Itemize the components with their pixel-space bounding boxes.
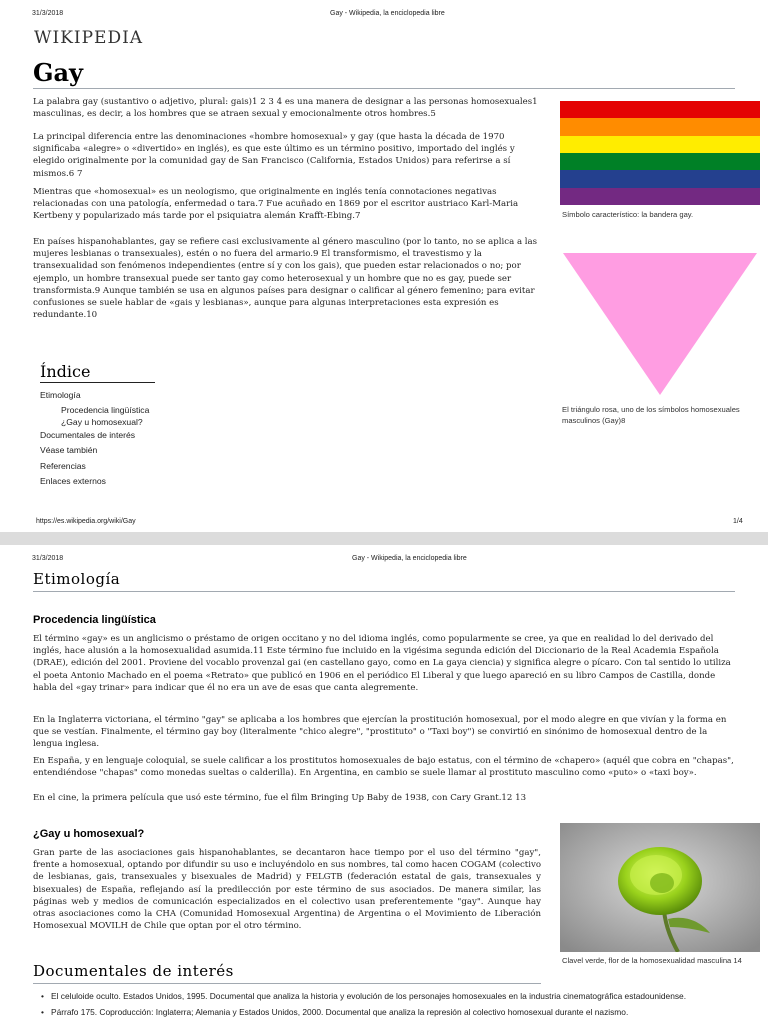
toc-item-etimologia[interactable]: Etimología [40,390,81,400]
section-heading-etimologia: Etimología [33,570,121,588]
toc-title: Índice [40,362,91,381]
toc-item-vease[interactable]: Véase también [40,445,98,455]
pink-triangle-image[interactable] [560,250,760,400]
pdf-page-2 [0,545,768,1024]
toc-item-enlaces[interactable]: Enlaces externos [40,476,106,486]
gay-homosexual-paragraph: Gran parte de las asociaciones gais hispanohablantes, se decantaron hace tiempo por el uso del término "gay", frente a homosexual, optando por difundir su uso e incluyéndolo en sus nombres, tal como hacen COGAM (colectivo de lesbianas, gais, transexuales y bisexuales de Madrid) y FELGTB (federación estatal de gais, transexuales y bisexuales) de España, reflejando así la predilección por este término de sus asociados. De manera similar, las páginas web y medios de comunicación especializados en el colectivo usan preferentemente "gay". Aunque hay otras asociaciones como la CHA (Comunidad Homosexual Argentina) de Argentina o el Movimiento de Liberación Homosexual MOVILH de Chile que optan por el otro término. [33,848,541,932]
flag-stripe [560,101,760,118]
intro-paragraph-3: Mientras que «homosexual» es un neologismo, que originalmente en inglés tenía connotaciones negativas relacionadas con una patología, enfermedad o tara.7 Fue acuñado en 1869 por el escritor austriaco Karl-Maria Kertbeny y popularizado más tarde por el psiquiatra alemán Krafft-Ebing.7 [33,187,519,222]
etimologia-paragraph-2: En la Inglaterra victoriana, el término "gay" se aplicaba a los hombres que ejercían la prostitución homosexual, por el modo alegre en que vivían y la forma en que se vestían. Finalmente, el término gay boy (literalmente "chico alegre", "prostituto" o "Taxi boy") se convirtió en sinónimo de homosexual dentro de la lengua inglesa. [33,715,727,750]
flag-stripe [560,153,760,170]
flag-stripe [560,188,760,205]
flag-stripe [560,170,760,187]
section-heading-documentales: Documentales de interés [33,962,234,980]
intro-paragraph-1: La palabra gay (sustantivo o adjetivo, plural: gais)1 2 3 4 es una manera de designar a las personas homosexuales1 masculinas, es decir, a los hombres que se atraen sexual y emocionalmente otros hombres.5 [33,97,538,120]
header-date: 31/3/2018 [32,555,64,562]
etimologia-paragraph-1: El término «gay» es un anglicismo o préstamo de origen occitano y no del idioma inglés, como popularmente se cree, ya que en realidad lo del derivado del inglés, hace alusión a la homosexualidad asumida.11 Este término fue incluido en la vigésima segunda edición del Diccionario de la Real Academia Española (DRAE), edición del 2001. Proviene del vocablo provenzal gai (en castellano gayo, como en La gaya ciencia) y significa alegre o pícaro. Con tal sentido lo utiliza el poeta Antonio Machado en el poema «Retrato» que publicó en 1906 en el periódico El Liberal y que luego apareció en su libro Campos de Castilla, donde habla del «gay trinar» para indicar que él no era un ave de esas que canta alegremente. [33,634,731,693]
flag-stripe [560,136,760,153]
rainbow-flag-image[interactable] [560,101,760,205]
toc-item-gay-homosexual[interactable]: ¿Gay u homosexual? [61,416,143,427]
etimologia-paragraph-3: En España, y en lenguaje coloquial, se suele calificar a los prostitutos homosexuales de bajo estatus, con el término de «chapero» (aquél que cobra en "chapas", entendiéndose "chapas" como monedas sueltas o calderilla). En Argentina, en cambio se suele llamar al prostituto masculino como «puto» o «taxi boy». [33,756,734,779]
footer-page-number: 1/4 [733,518,743,525]
subsection-heading-procedencia: Procedencia lingüística [33,614,156,626]
toc-item-procedencia[interactable]: Procedencia lingüística [61,404,150,415]
section-divider [33,591,735,592]
subsection-heading-gay: ¿Gay u homosexual? [33,828,145,840]
carnation-center [650,873,674,893]
page-title: Gay [33,58,83,87]
header-title: Gay - Wikipedia, la enciclopedia libre [352,555,467,562]
title-divider [33,88,735,89]
documentales-list [40,991,740,1023]
green-carnation-image[interactable] [560,823,760,952]
flower-caption: Clavel verde, flor de la homosexualidad masculina 14 [562,956,742,965]
flag-stripe [560,118,760,135]
toc-item-referencias[interactable]: Referencias [40,460,86,471]
wikipedia-logo[interactable]: WIKIPEDIA [34,28,144,48]
toc-item-documentales[interactable]: Documentales de interés [40,429,136,440]
page-separator [0,532,768,545]
footer-url: https://es.wikipedia.org/wiki/Gay [36,518,136,525]
triangle-caption: El triángulo rosa, uno de los símbolos homosexuales masculinos (Gay)8 [562,405,740,425]
section-divider [33,983,541,984]
intro-paragraph-4: En países hispanohablantes, gay se refiere casi exclusivamente al género masculino (por lo tanto, no se aplica a las mujeres lesbianas o transexuales), estén o no fuera del armario.9 El transformismo, el travestismo y la transexualidad son fenómenos independientes (entre sí y con los gais), que pueden estar relacionados o no; por ejemplo, un hombre transexual puede ser tanto gay como heterosexual y un hombre que no es gay, puede ser transformista.9 Aunque también se usa en algunos países para designar o calificar al género femenino; para evitar confusiones se suele hablar de «gais y lesbianas», aunque para algunas interpretaciones esta expresión es redundante.10 [33,237,538,321]
intro-paragraph-2: La principal diferencia entre las denominaciones «hombre homosexual» y gay (que hasta la década de 1970 significaba «alegre» o «divertido» en inglés), es que este último es un término positivo, importado del inglés y elegido originalmente por la comunidad gay de San Francisco (California, Estados Unidos) para referirse a sí mismos.6 7 [33,132,515,179]
flag-caption: Símbolo característico: la bandera gay. [562,210,694,219]
header-date: 31/3/2018 [32,10,64,17]
etimologia-paragraph-4: En el cine, la primera película que usó este término, fue el film Bringing Up Baby de 1938, con Cary Grant.12 13 [33,793,527,803]
list-item: • Párrafo 175. Coproducción: Inglaterra; Alemania y Estados Unidos, 2000. Documental que analiza la represión al colectivo homosexual durante el nazismo. [40,1007,740,1018]
list-item: • El celuloide oculto. Estados Unidos, 1995. Documental que analiza la historia y evolución de los personajes homosexuales en la industria cinematográfica estadounidense. [40,991,740,1002]
toc-divider [40,382,155,383]
table-of-contents [40,388,149,490]
pink-triangle-shape [563,253,757,395]
header-title: Gay - Wikipedia, la enciclopedia libre [330,10,445,17]
